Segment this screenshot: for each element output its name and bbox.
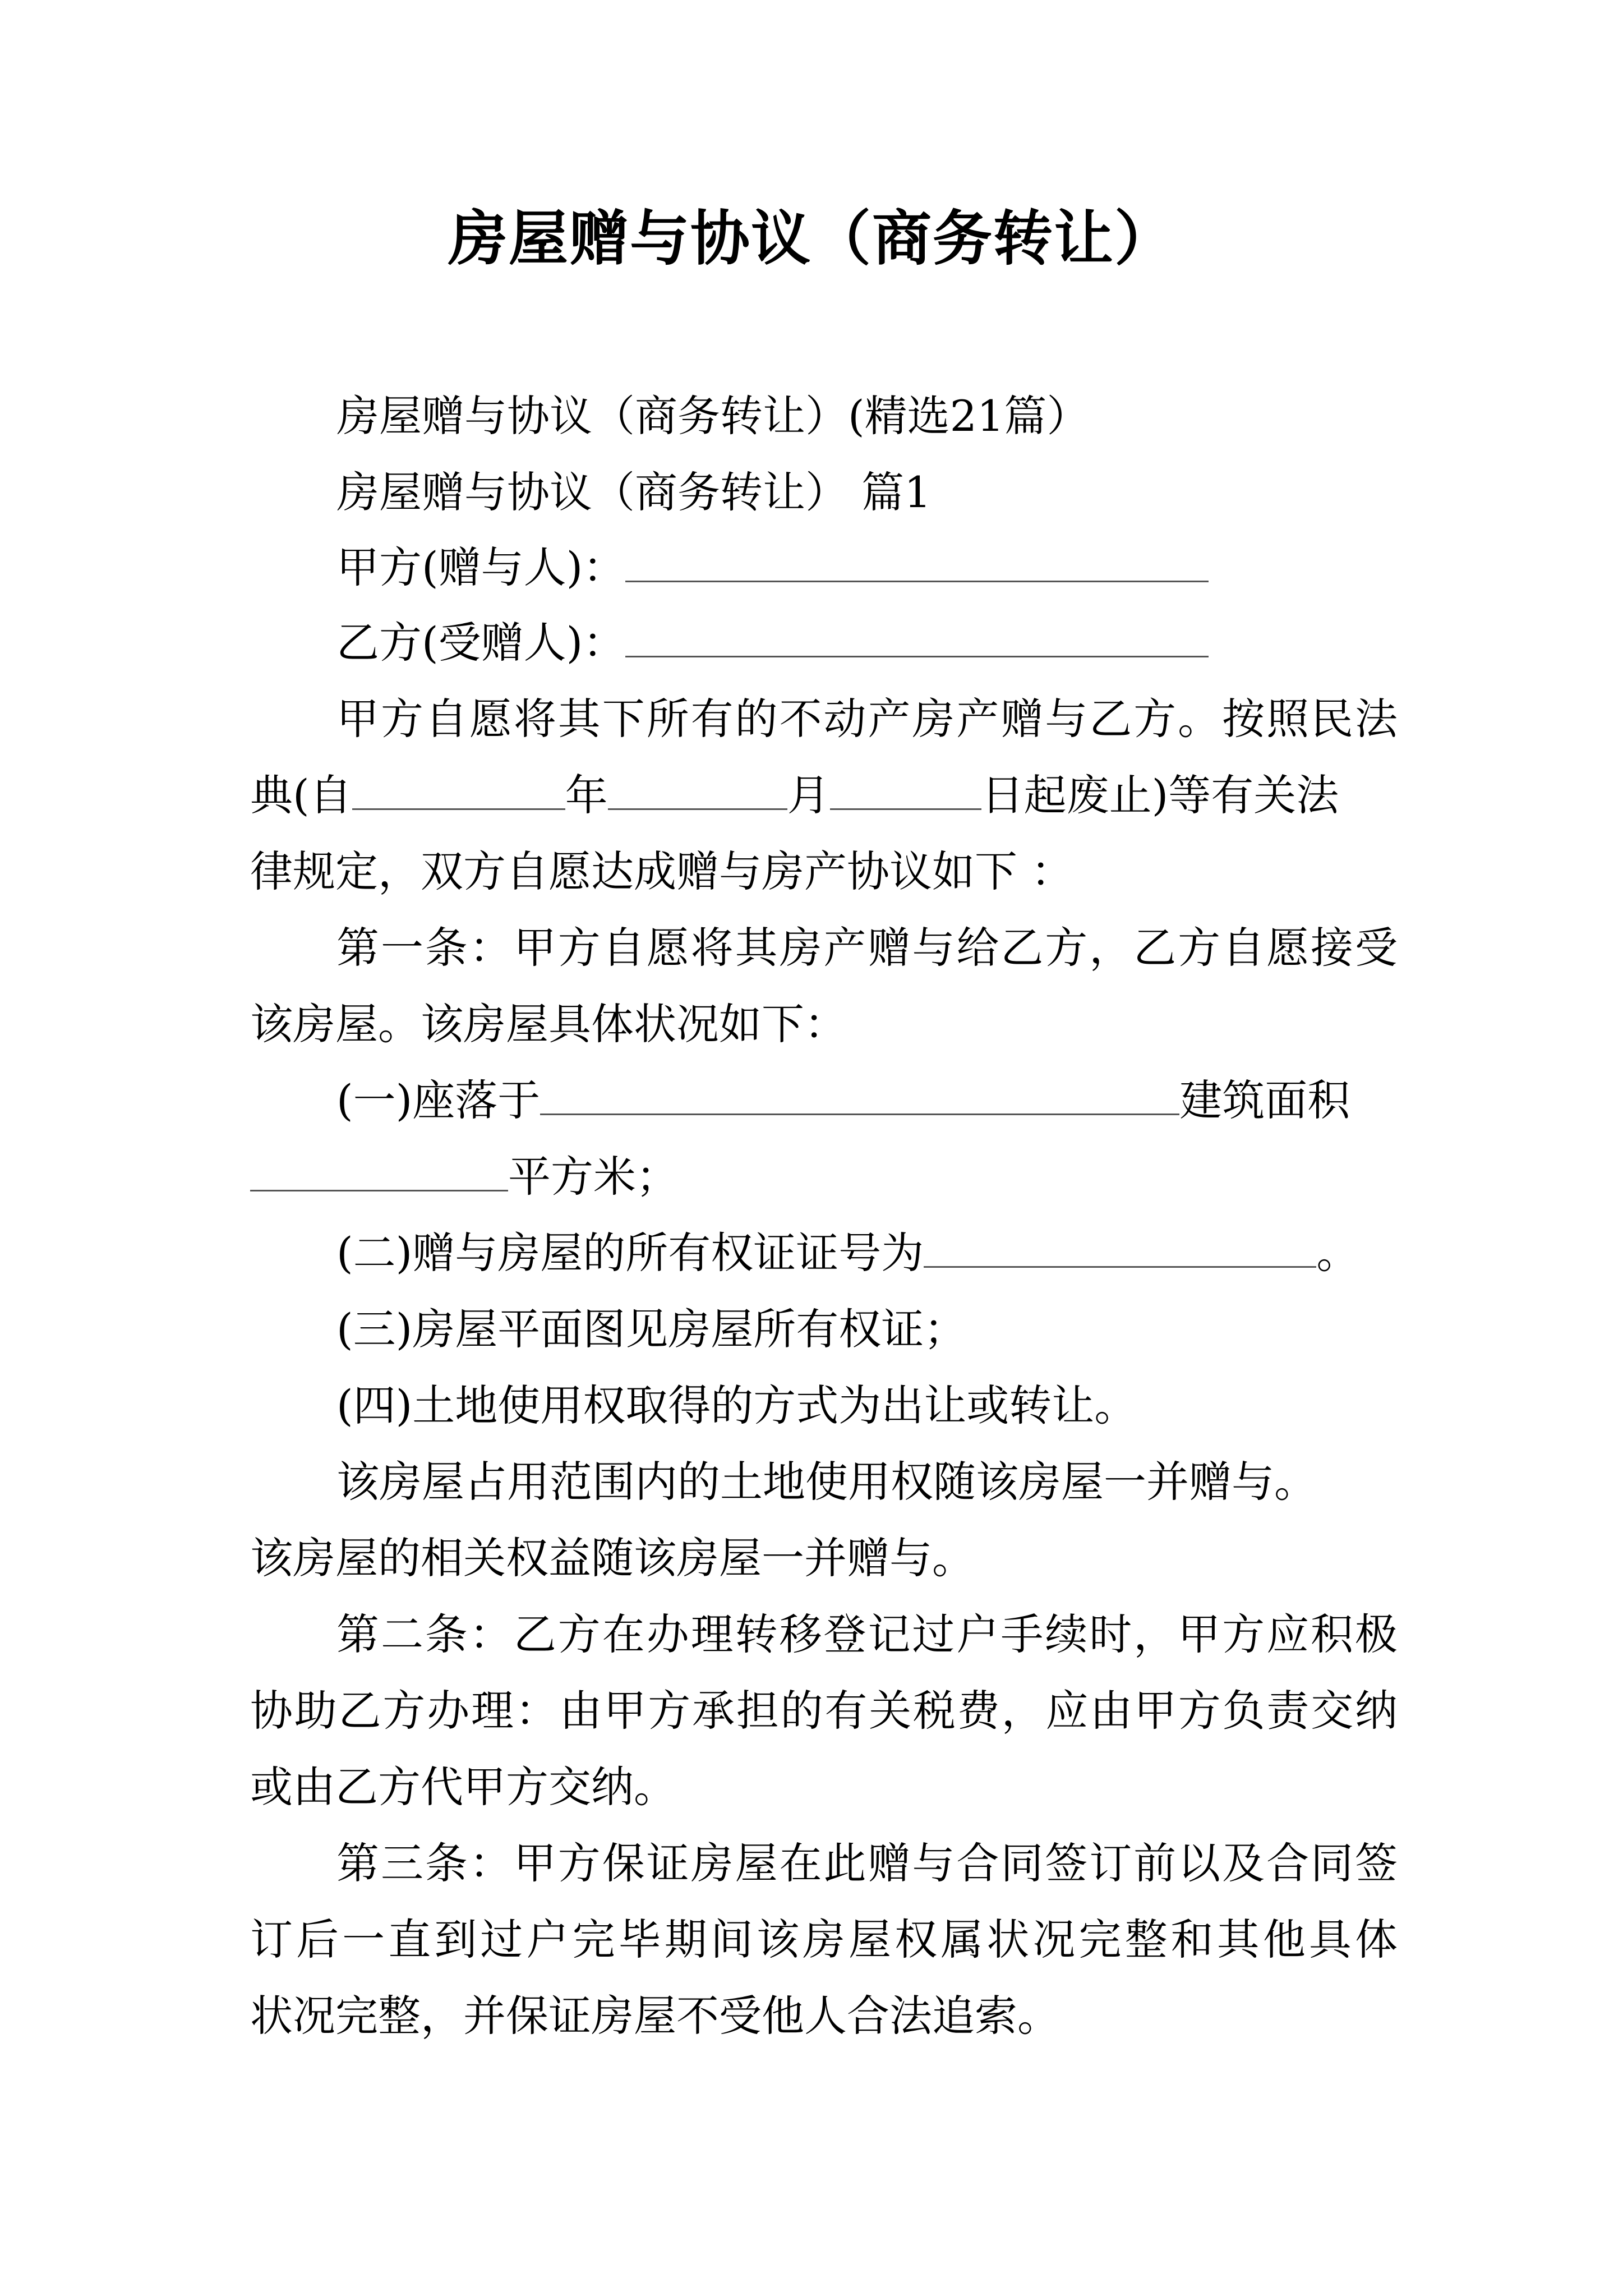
party-a-label: 甲方(赠与人)： [336,542,626,592]
location-blank [540,1073,1179,1115]
paragraph-line: 第三条：甲方保证房屋在此赠与合同签订前以及合同签 [336,1838,1398,1888]
item-text: (一)座落于 [336,1075,541,1125]
intro-year-label: 年 [565,770,608,820]
paragraph-line: 甲方自愿将其下所有的不动产房产赠与乙方。按照民法 [336,694,1398,744]
party-a-line [336,540,1398,596]
item-4-line: (四)土地使用权取得的方式为出让或转让。 [336,1381,1137,1430]
section-heading: 房屋赠与协议（商务转让） 篇1 [336,467,932,517]
paragraph-line: 协助乙方办理：由甲方承担的有关税费，应由甲方负责交纳 [250,1686,1398,1736]
paragraph-line: 第一条：甲方自愿将其房产赠与给乙方，乙方自愿接受 [336,923,1398,973]
paragraph-line: 律规定，双方自愿达成赠与房产协议如下 ： [250,846,1074,896]
party-b-blank [625,615,1209,657]
intro-date-line [250,767,1398,823]
paragraph-line: 该房屋。该房屋具体状况如下： [250,999,847,1049]
item-text: 建筑面积 [1179,1075,1350,1125]
paragraph-line: 该房屋占用范围内的土地使用权随该房屋一并赠与。 [336,1457,1317,1507]
item-1-line [336,1073,1398,1129]
item-3-line: (三)房屋平面图见房屋所有权证； [336,1304,967,1354]
document-title: 房屋赠与协议（商务转让） [448,203,1175,273]
item-2-line [336,1225,1398,1281]
paragraph-line: 第二条：乙方在办理转移登记过户手续时，甲方应积极 [336,1609,1398,1659]
document-subtitle: 房屋赠与协议（商务转让）(精选21篇） [336,391,1090,441]
intro-month-label: 月 [787,770,830,820]
party-b-label: 乙方(受赠人)： [336,618,626,668]
intro-text: 日起废止)等有关法 [981,770,1339,820]
area-blank [250,1149,508,1191]
intro-text: 典(自 [250,770,352,820]
item-text: 平方米； [508,1152,679,1202]
item-text: 。 [1316,1228,1359,1278]
area-line [250,1149,1398,1205]
paragraph-line: 或由乙方代甲方交纳。 [250,1762,676,1812]
paragraph-line: 订后一直到过户完毕期间该房屋权属状况完整和其他具体 [250,1915,1398,1964]
item-text: (二)赠与房屋的所有权证证号为 [336,1228,924,1278]
paragraph-line: 该房屋的相关权益随该房屋一并赠与。 [250,1533,975,1583]
party-a-blank [625,540,1209,582]
month-blank [608,768,787,810]
certificate-number-blank [924,1226,1316,1268]
year-blank [352,768,565,810]
party-b-line [336,615,1398,671]
day-blank [830,768,981,810]
paragraph-line: 状况完整，并保证房屋不受他人合法追索。 [250,1991,1060,2041]
